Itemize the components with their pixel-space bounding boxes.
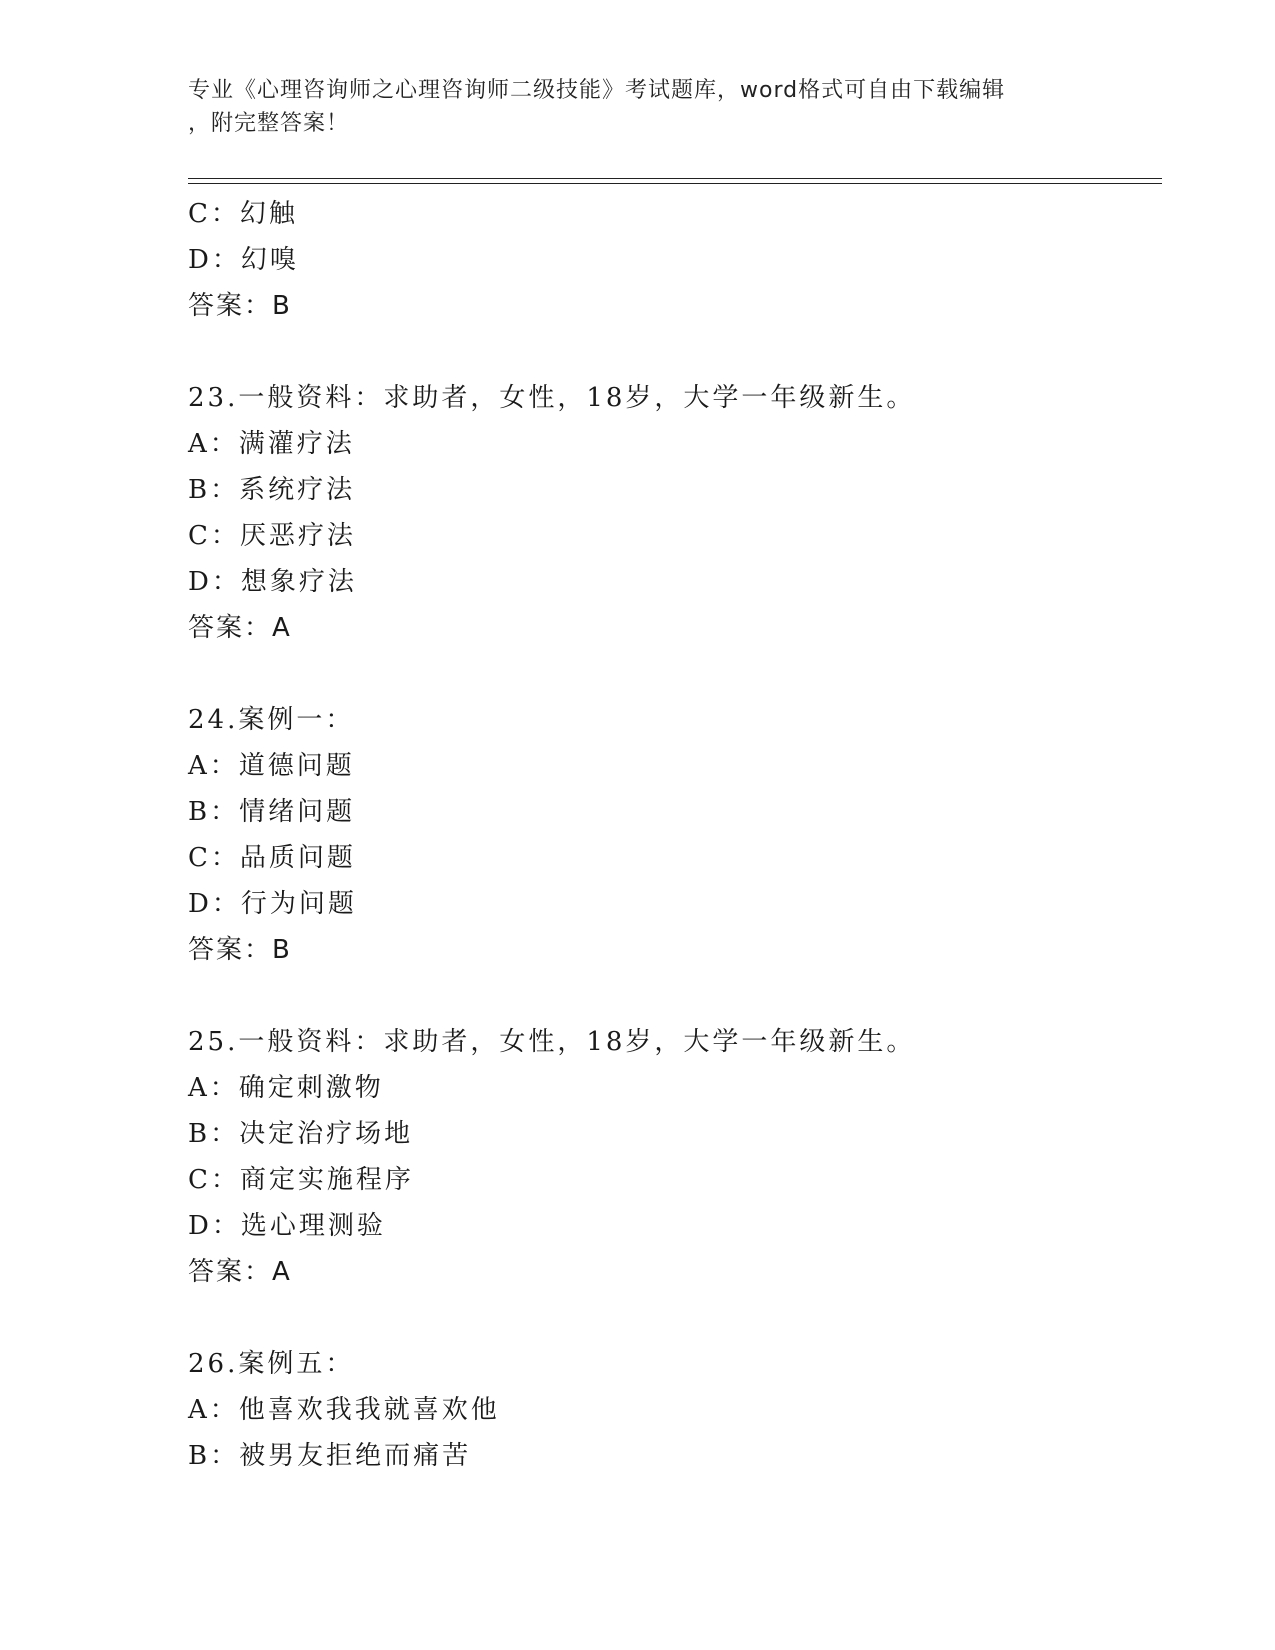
option-b: B：被男友拒绝而痛苦 [188, 1441, 472, 1471]
option-c: C：厌恶疗法 [188, 521, 356, 551]
question-stem: 26.案例五： [188, 1349, 355, 1379]
option-c: C：品质问题 [188, 843, 356, 873]
header-line-2: ，附完整答案！ [188, 111, 350, 136]
document-header [188, 74, 1088, 140]
answer-label: 答案：A [188, 613, 292, 643]
answer-label: 答案：B [188, 291, 292, 321]
option-d: D：选心理测验 [188, 1211, 386, 1241]
block-spacer [188, 973, 1148, 1019]
question-block [188, 1019, 1148, 1295]
question-block [188, 1341, 1148, 1479]
option-b: B：系统疗法 [188, 475, 356, 505]
question-stem: 23.一般资料：求助者，女性，18岁，大学一年级新生。 [188, 383, 916, 413]
option-d: D：幻嗅 [188, 245, 299, 275]
option-a: A：确定刺激物 [188, 1073, 384, 1103]
question-stem: 24.案例一： [188, 705, 355, 735]
option-b: B：决定治疗场地 [188, 1119, 414, 1149]
answer-label: 答案：B [188, 935, 292, 965]
question-stem: 25.一般资料：求助者，女性，18岁，大学一年级新生。 [188, 1027, 916, 1057]
question-block [188, 191, 1148, 329]
question-list [188, 191, 1148, 1479]
option-d: D：想象疗法 [188, 567, 357, 597]
header-divider-top [188, 178, 1162, 179]
header-line-1: 专业《心理咨询师之心理咨询师二级技能》考试题库，word格式可自由下载编辑 [188, 78, 1006, 103]
option-b: B：情绪问题 [188, 797, 356, 827]
question-block [188, 375, 1148, 651]
block-spacer [188, 651, 1148, 697]
block-spacer [188, 1295, 1148, 1341]
option-d: D：行为问题 [188, 889, 357, 919]
option-c: C：幻触 [188, 199, 298, 229]
answer-label: 答案：A [188, 1257, 292, 1287]
option-a: A：他喜欢我我就喜欢他 [188, 1395, 500, 1425]
question-block [188, 697, 1148, 973]
option-c: C：商定实施程序 [188, 1165, 414, 1195]
option-a: A：满灌疗法 [188, 429, 355, 459]
block-spacer [188, 329, 1148, 375]
header-divider-bottom [188, 183, 1162, 184]
option-a: A：道德问题 [188, 751, 355, 781]
